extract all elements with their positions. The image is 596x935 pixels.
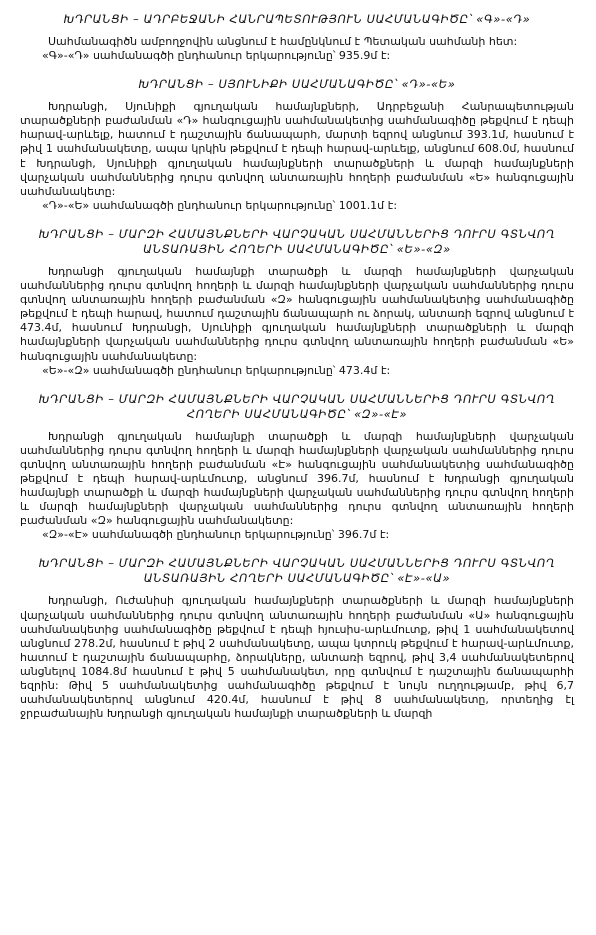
section-heading: ԽԴՐԱՆՑԻ – ՄԱՐԶԻ ՀԱՄԱՅՆՔՆԵՐԻ ՎԱՐՉԱԿԱՆ ՍԱՀՄԱՆՆԵՐԻՑ ԴՈՒՐՍ ԳՏՆՎՈՂ ԱՆՏԱՌԱՅԻՆ ՀՈՂԵՐԻ ՍԱՀՄԱՆԱԳԻԾԸ՝ «Է»-«Ա» [38,556,556,586]
section-paragraph: Խդրանցի, Սյունիքի գյուղական համայնքների, Ադրբեջանի Հանրապետության տարածքների բաժանման «Դ» հանգուցային սահմանակետից սահմանագիծը թեքվում է դեպի հարավ-արևելք, հատում է դաշտային ճանապարհ, մարտի եզրով անցնում 393.1մ, հասնում է թիվ 1 սահմանակետը, ապա կրկին թեքվում է դեպի հարավ-արևելք, անցնում 608.0մ, հասնում է Խդրանցի, Սյունիքի գյուղական համայնքների տարածքների և մարզի համայնքների վարչական սահմաններից դուրս գտնվող անտառային հողերի բաժանման «Ե» հանգուցային սահմանակետը: [20,100,574,198]
section-heading: ԽԴՐԱՆՑԻ – ՍՅՈՒՆԻՔԻ ՍԱՀՄԱՆԱԳԻԾԸ՝ «Դ»-«Ե» [138,77,456,92]
section-summary: «Ե»-«Զ» սահմանագծի ընդհանուր երկարությունը՝ 473.4մ է: [42,363,391,377]
section-paragraph: Խդրանցի գյուղական համայնքի տարածքի և մարզի համայնքների վարչական սահմաններից դուրս գտնվող հողերի և մարզի համայնքների վարչական սահմաններից դուրս գտնվող անտառային հողերի բաժանման «Զ» հանգուցային սահմանակետից սահմանագիծը թեքվում է դեպի հարավ, հատում դաշտային ճանապարհ ու ձորակ, անտառի եզրով անցնում է 473.4մ, հասնում Խդրանցի, Սյունիքի գյուղական համայնքների տարածքների և մարզի համայնքների վարչական սահմաններից դուրս գտնվող անտառային հողերի բաժանման «Ե» հանգուցային սահմանակետը: [20,264,574,363]
section-summary: «Զ»-«Է» սահմանագծի ընդհանուր երկարությունը՝ 396.7մ է: [42,528,390,542]
section-heading: ԽԴՐԱՆՑԻ – ԱԴՐԲԵՋԱՆԻ ՀԱՆՐԱՊԵՏՈՒԹՅՈՒՆ ՍԱՀՄԱՆԱԳԻԾԸ՝ «Գ»-«Դ» [63,12,531,26]
section-heading: ԽԴՐԱՆՑԻ – ՄԱՐԶԻ ՀԱՄԱՅՆՔՆԵՐԻ ՎԱՐՉԱԿԱՆ ՍԱՀՄԱՆՆԵՐԻՑ ԴՈՒՐՍ ԳՏՆՎՈՂ ՀՈՂԵՐԻ ՍԱՀՄԱՆԱԳԻԾԸ՝ «Զ»-«Է» [38,391,556,421]
section-paragraph: Սահմանագիծն ամբողջովին անցնում է համընկնում է Պետական սահմանի հետ: [48,35,518,48]
section-paragraph: Խդրանցի, Ուժանիսի գյուղական համայնքների տարածքների և մարզի համայնքների վարչական սահմաններից դուրս գտնվող անտառային հողերի բաժանման «Ա» հանգուցային սահմանակետից սահմանագիծը թեքվում է դեպի հյուսիս-արևմուտք, թիվ 1 սահմանակետով անցնում 278.2մ, հասնում է թիվ 2 սահմանակետը, ապա կտրուկ թեքվում է հարավ-արևմուտք, հատում է դաշտային ճանապարհը, ձորակները, անտառի եզրով, թիվ 3,4 սահմանակետերով անցնելով 1084.8մ հասնում է թիվ 5 սահմանակետ, որը գտնվում է դաշտային ճանապարհի եզրին: Թիվ 5 սահմանակետից սահմանագիծը թեքվում է նույն ուղղությամբ, թիվ 6,7 սահմանակետերով անցնում 420.4մ, հասնում է թիվ 8 սահմանակետը, որտեղից էլ ջրբաժանային Խդրանցի գյուղական համայնքի տարածքների և մարզի [20,594,574,721]
section-paragraph: Խդրանցի գյուղական համայնքի տարածքի և մարզի համայնքների վարչական սահմաններից դուրս գտնվող հողերի և մարզի համայնքների վարչական սահմաններից դուրս գտնվող անտառային հողերի բաժանման «Է» հանգուցային սահմանակետից սահմանագիծը թեքվում է դեպի հարավ-արևմուտք, անցնում 396.7մ, հասնում է Խդրանցի գյուղական համայնքի տարածքի և մարզի համայնքների վարչական սահմաններից դուրս գտնվող հողերի և մարզի համայնքների վարչական սահմաններից դուրս գտնվող անտառային հողերի բաժանման «Զ» հանգուցային սահմանակետը: [20,429,574,528]
section-summary: «Դ»-«Ե» սահմանագծի ընդհանուր երկարությունը՝ 1001.1մ է: [42,198,398,212]
section-summary: «Գ»-«Դ» սահմանագծի ընդհանուր երկարությունը՝ 935.9մ է: [42,49,391,63]
section-heading: ԽԴՐԱՆՑԻ – ՄԱՐԶԻ ՀԱՄԱՅՆՔՆԵՐԻ ՎԱՐՉԱԿԱՆ ՍԱՀՄԱՆՆԵՐԻՑ ԴՈՒՐՍ ԳՏՆՎՈՂ ԱՆՏԱՌԱՅԻՆ ՀՈՂԵՐԻ ՍԱՀՄԱՆԱԳԻԾԸ՝ «Ե»-«Զ» [38,226,556,256]
